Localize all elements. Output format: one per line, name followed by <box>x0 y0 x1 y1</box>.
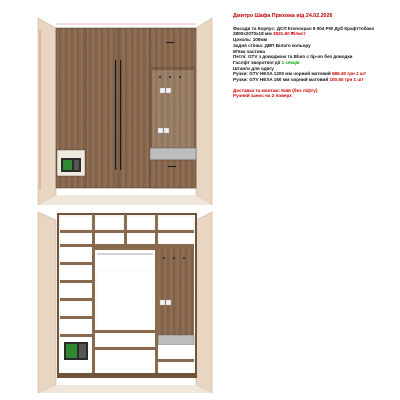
spec-line-part: Цоколь: 100мм <box>233 37 268 43</box>
spec-lines <box>233 26 398 83</box>
spec-line-part: Ручки: GTV HEXA 160 мм чорний матовий <box>233 77 330 83</box>
delivery-lines <box>233 88 398 99</box>
spec-line-part: Петлі: GTV з доводжою та Blum с tip-on без доводки <box>233 54 353 60</box>
spec-line-part: Штанги для одягу <box>233 65 274 71</box>
closed-wardrobe-view <box>38 18 212 205</box>
spec-title: Дмитро Шафа Прихожа від 24.02.2026 <box>233 13 333 19</box>
spec-line-part: 100.50 грн 1 шт <box>329 77 364 83</box>
spec-line-part: Фасади та Корпус: ДСП Кronospan 8 004 PW Дуб Крафттобако <box>233 25 375 31</box>
spec-line-part: М'яка частина <box>233 48 265 54</box>
spec-line-part: Гаслфт зворотної дії <box>233 59 282 65</box>
open-wardrobe-view <box>38 212 212 393</box>
spec-line-part: Задня стінка: ДВП Білого кольору <box>233 42 311 48</box>
spec-sheet <box>233 14 398 99</box>
delivery-line: Доставка та монтаж: Київ (без ліфту) <box>233 87 318 93</box>
spec-line-part: 686.40 грн 2 шт <box>332 71 367 77</box>
spec-line-part: 1 секція <box>281 59 300 65</box>
spec-line-part: 3531.60 ₴/лист <box>273 31 306 37</box>
spec-line-part: 2800х2070х18 мм <box>233 31 274 37</box>
delivery-line: Ручний занос на 2 поверх <box>233 93 292 99</box>
spec-line-part: Ручки: GTV HEXA 1200 мм чорний матовий <box>233 71 332 77</box>
